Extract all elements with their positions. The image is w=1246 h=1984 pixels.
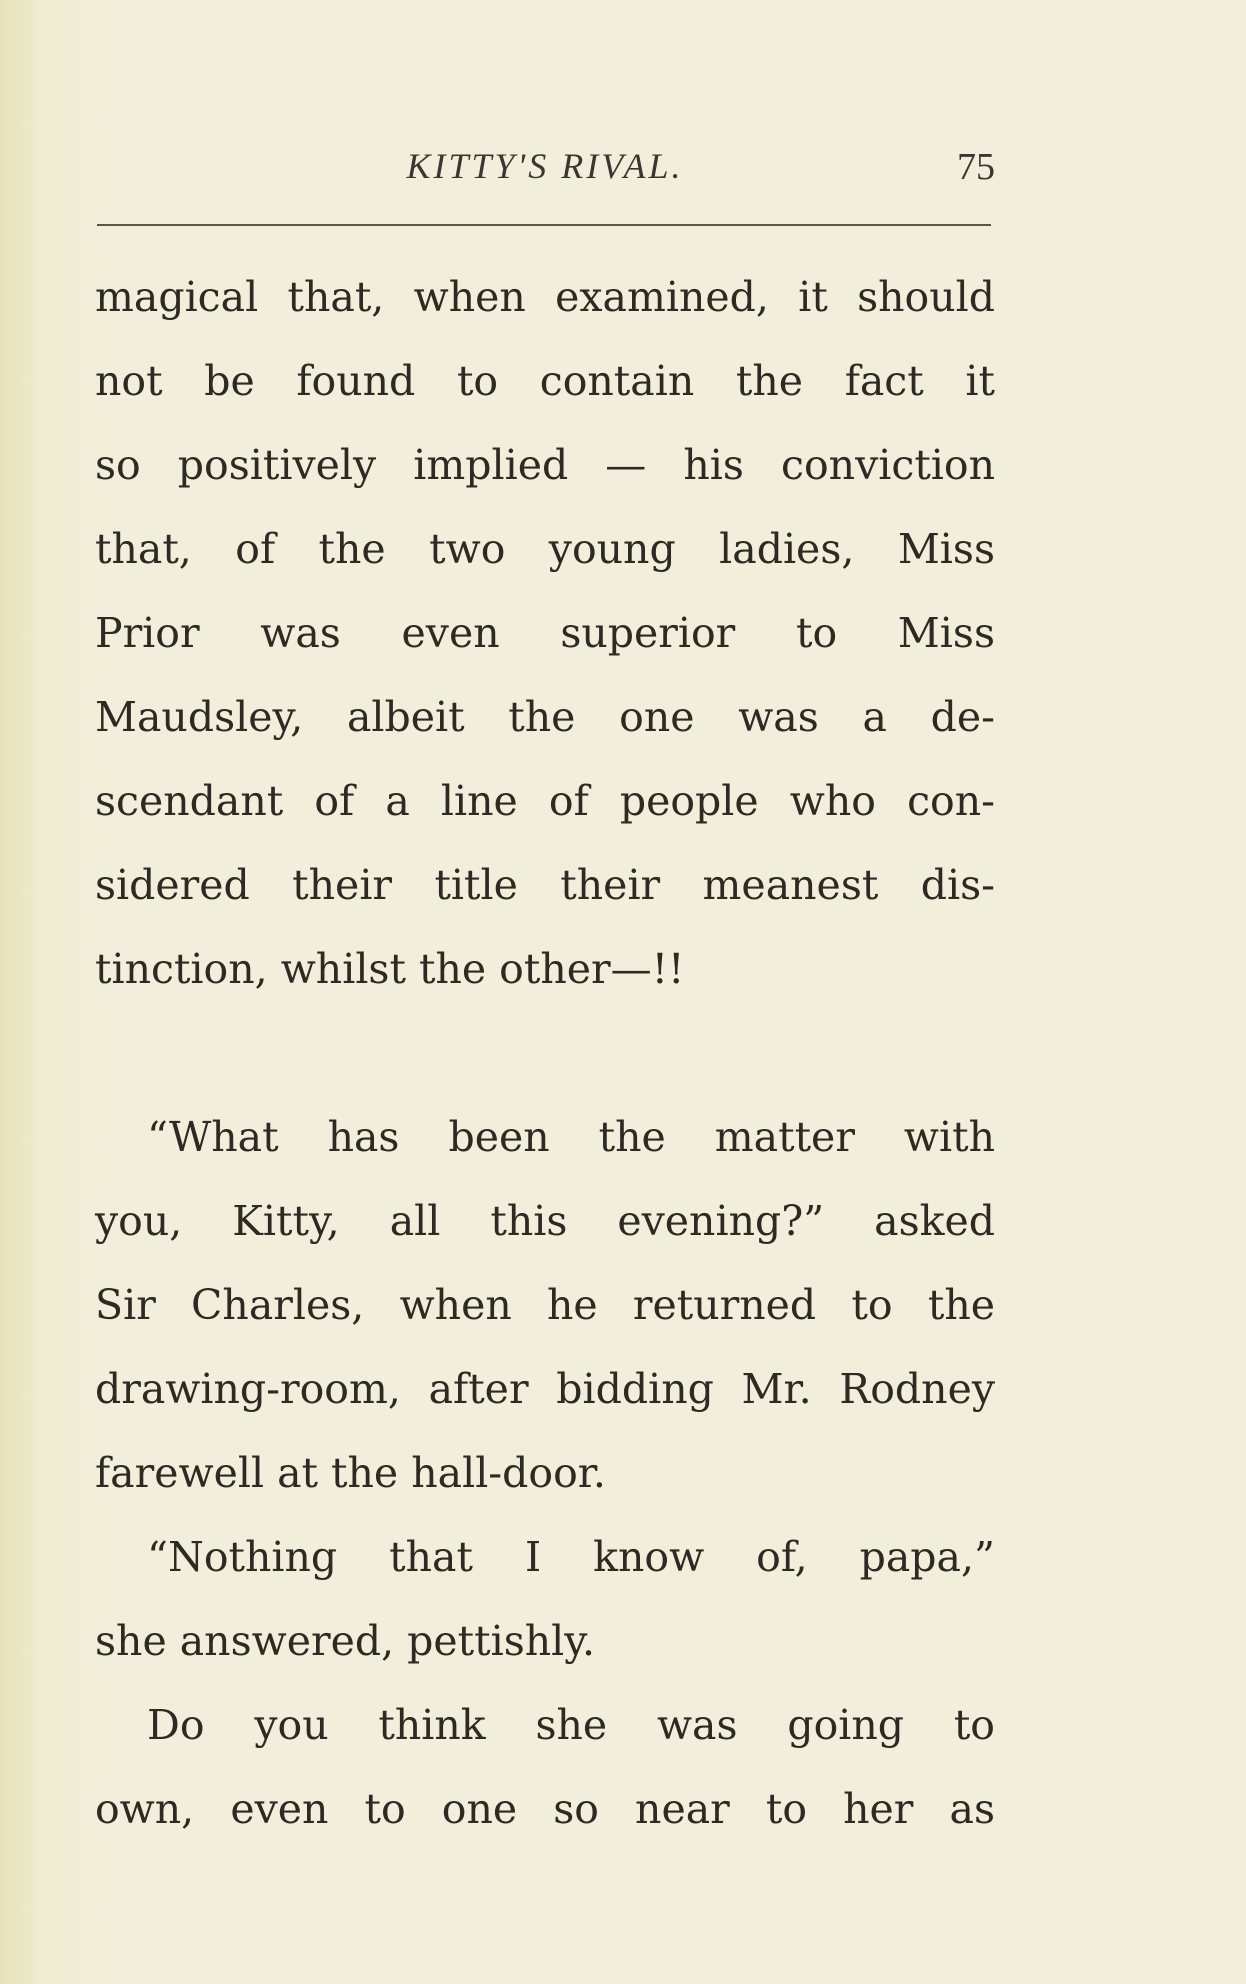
text-line: Sir Charles, when he returned to the bbox=[95, 1281, 995, 1329]
text-line: not be found to contain the fact it bbox=[95, 357, 995, 405]
running-title: KITTY'S RIVAL. bbox=[406, 146, 684, 186]
text-line: drawing-room, after bidding Mr. Rodney bbox=[95, 1365, 995, 1413]
text-line: she answered, pettishly. bbox=[95, 1617, 596, 1665]
body-text bbox=[95, 255, 995, 1851]
text-line: tinction, whilst the other—!! bbox=[95, 945, 685, 993]
text-line: scendant of a line of people who con- bbox=[95, 777, 995, 825]
text-line: Prior was even superior to Miss bbox=[95, 609, 995, 657]
section-break bbox=[95, 1011, 995, 1095]
text-line: “What has been the matter with bbox=[147, 1113, 995, 1161]
running-head bbox=[95, 145, 995, 188]
text-line: farewell at the hall-door. bbox=[95, 1449, 606, 1497]
text-line: “Nothing that I know of, papa,” bbox=[147, 1533, 995, 1581]
page-number: 75 bbox=[957, 146, 995, 188]
text-line: so positively implied — his conviction bbox=[95, 441, 995, 489]
text-line: Do you think she was going to bbox=[147, 1701, 995, 1749]
text-line: sidered their title their meanest dis- bbox=[95, 861, 995, 909]
text-line: that, of the two young ladies, Miss bbox=[95, 525, 995, 573]
text-line: magical that, when examined, it should bbox=[95, 273, 995, 321]
text-line: Maudsley, albeit the one was a de- bbox=[95, 693, 995, 741]
text-line: you, Kitty, all this evening?” asked bbox=[95, 1197, 995, 1245]
text-line: own, even to one so near to her as bbox=[95, 1785, 995, 1833]
header-rule bbox=[97, 224, 991, 226]
